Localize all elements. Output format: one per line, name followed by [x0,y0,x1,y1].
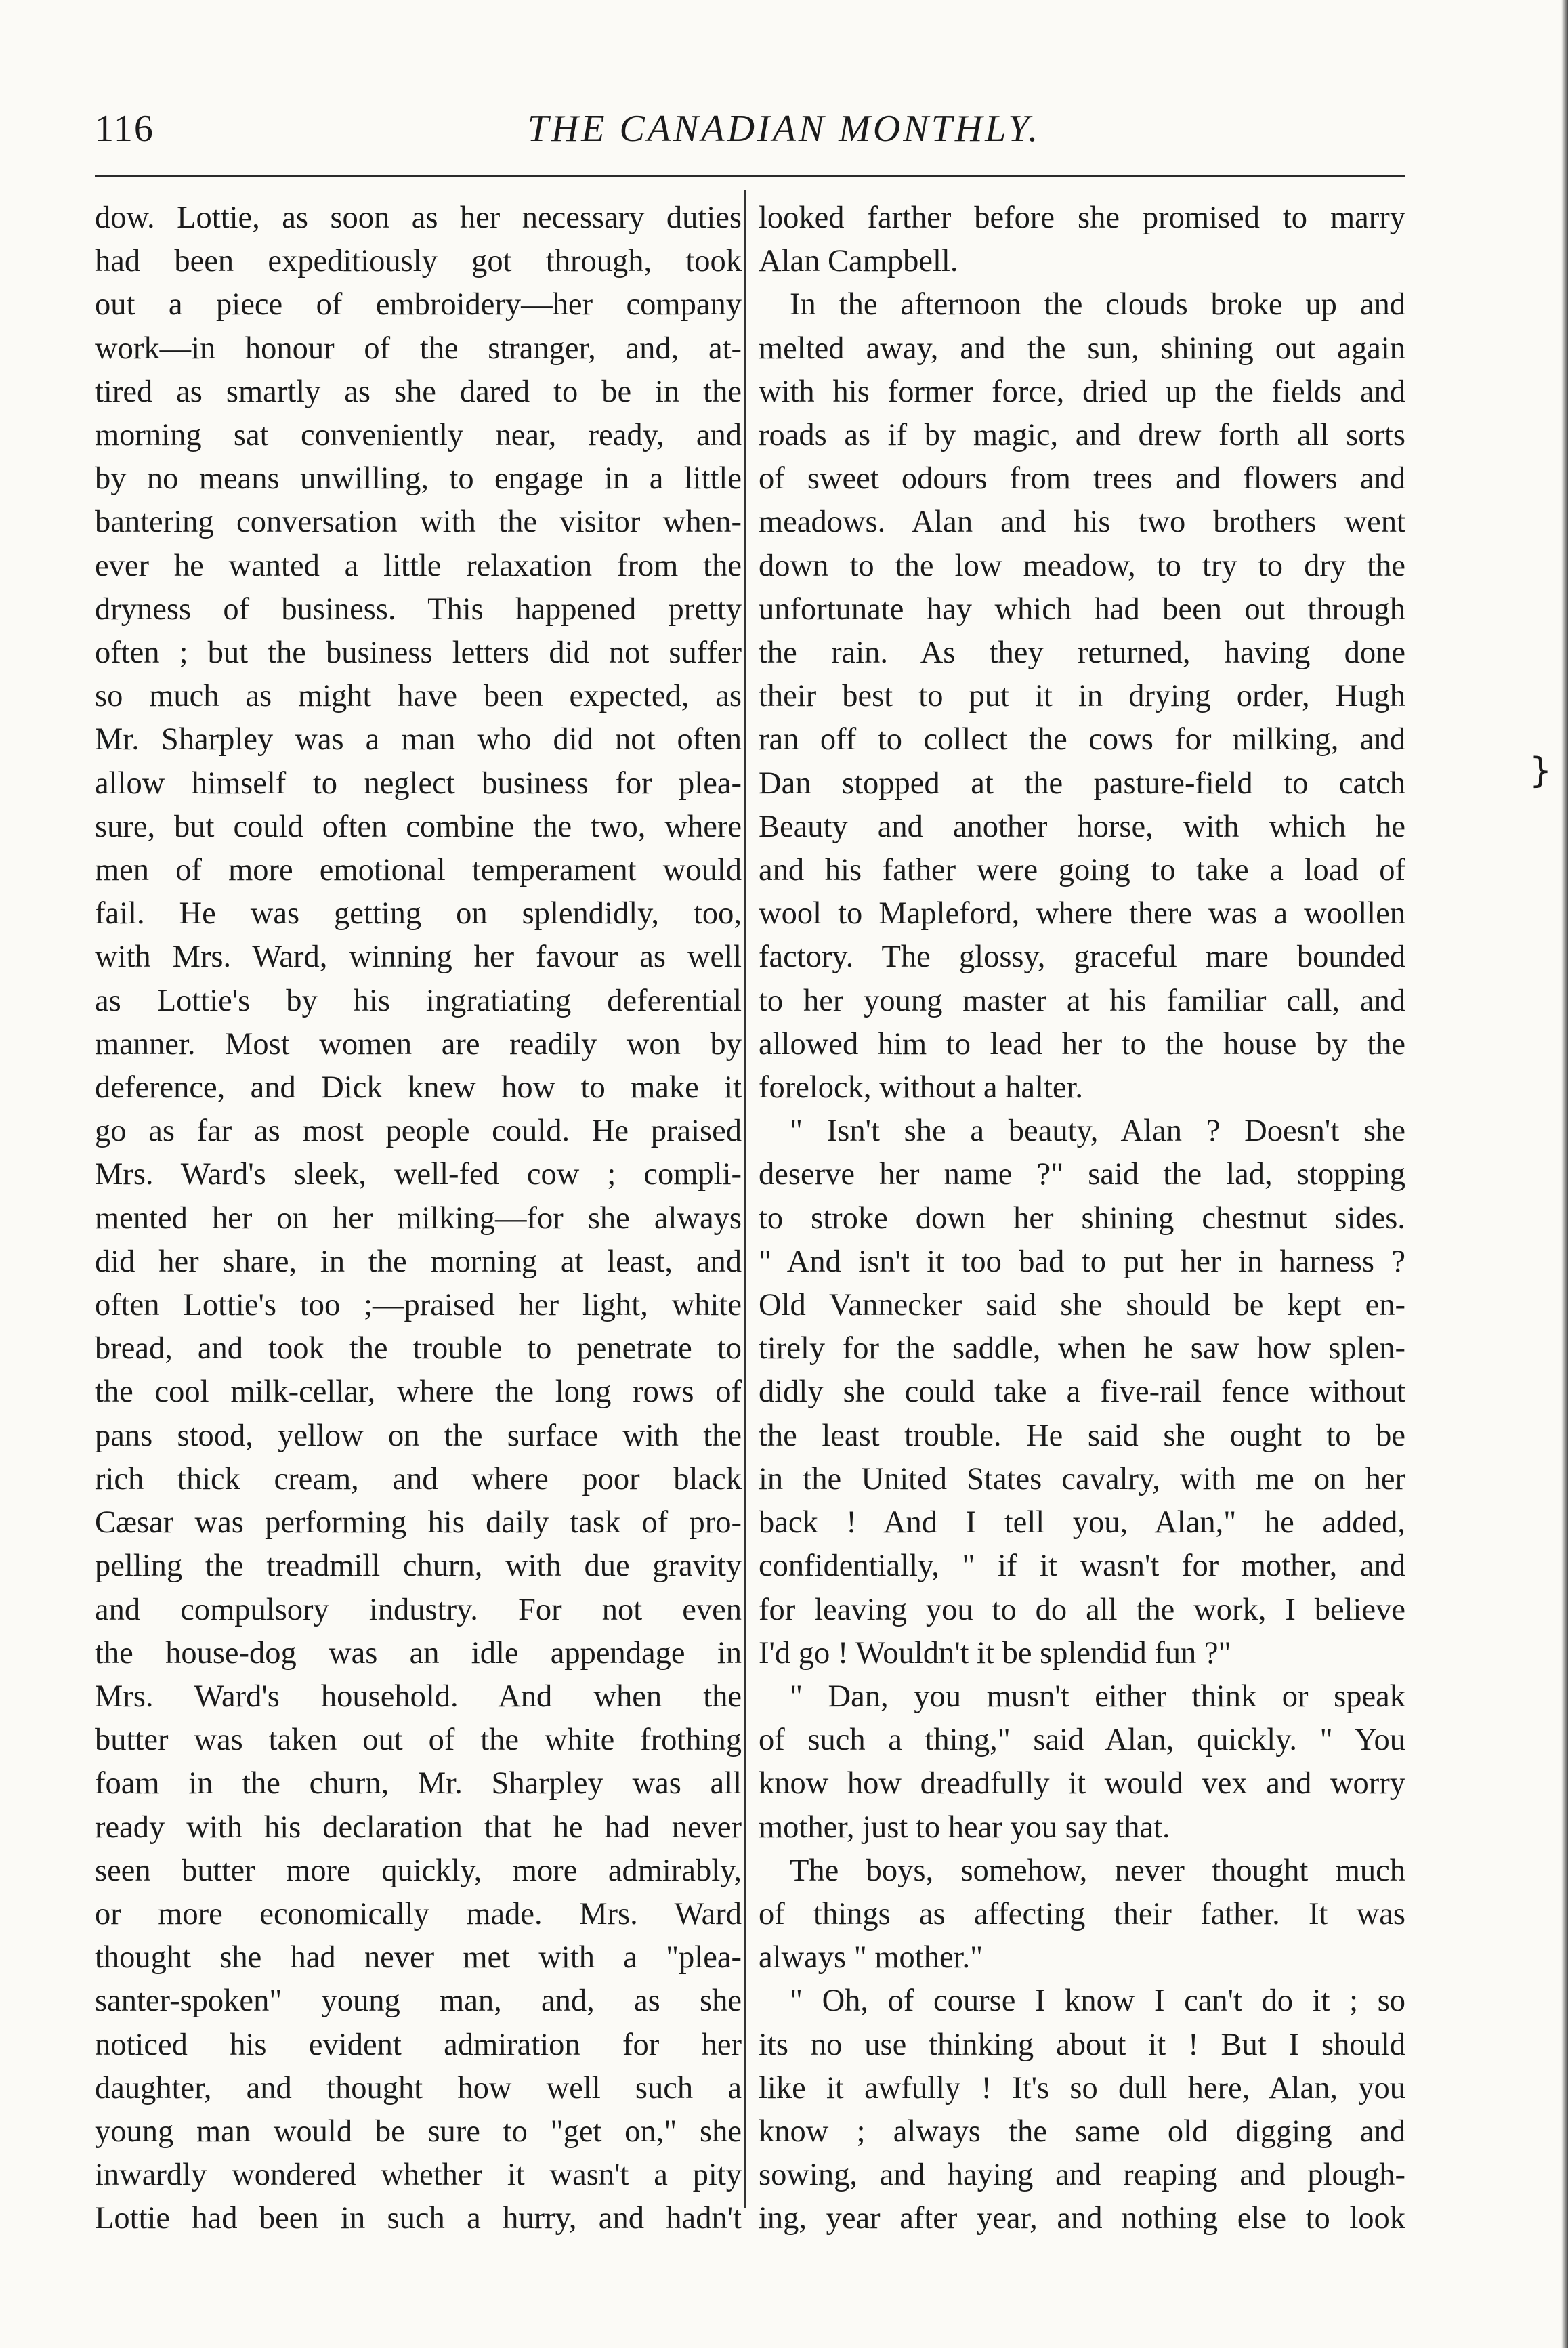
page-edge-shadow [1561,0,1568,2348]
text-line: mother, just to hear you say that. [759,1809,1170,1845]
page-number: 116 [95,108,154,150]
text-line: thought she had never met with a "plea- [95,1940,742,1975]
text-line: " Isn't she a beauty, Alan ? Doesn't she [790,1114,1405,1149]
text-line: foam in the churn, Mr. Sharpley was all [95,1766,742,1801]
text-line: Alan Campbell. [759,244,958,279]
running-title: THE CANADIAN MONTHLY. [527,108,1041,150]
text-line: " Dan, you musn't either think or speak [790,1679,1405,1714]
text-line: down to the low meadow, to try to dry the [759,548,1405,583]
text-line: sure, but could often combine the two, where [95,809,742,844]
text-line: mented her on her milking—for she always [95,1200,742,1236]
text-line: the rain. As they returned, having done [759,635,1405,671]
text-line: factory. The glossy, graceful mare bounded [759,940,1405,975]
text-line: seen butter more quickly, more admirably, [95,1853,742,1888]
text-line: bread, and took the trouble to penetrate to [95,1331,742,1366]
text-line: Beauty and another horse, with which he [759,809,1405,844]
text-line: meadows. Alan and his two brothers went [759,505,1405,540]
text-line: out a piece of embroidery—her company [95,287,742,322]
text-line: deserve her name ?" said the lad, stopping [759,1157,1405,1192]
text-line: manner. Most women are readily won by [95,1026,742,1062]
text-line: to her young master at his familiar call, and [759,983,1405,1018]
text-line: melted away, and the sun, shining out again [759,331,1405,366]
text-line: their best to put it in drying order, Hugh [759,679,1405,714]
text-line: sowing, and haying and reaping and plough- [759,2158,1405,2193]
text-line: looked farther before she promised to marry [759,201,1405,235]
text-line: so much as might have been expected, as [95,679,742,714]
text-line: allow himself to neglect business for plea- [95,766,742,801]
text-line: I'd go ! Wouldn't it be splendid fun ?" [759,1635,1231,1671]
text-line: the cool milk-cellar, where the long rows of [95,1375,742,1410]
text-line: allowed him to lead her to the house by the [759,1026,1405,1062]
text-line: dow. Lottie, as soon as her necessary duties [95,201,742,235]
text-line: morning sat conveniently near, ready, and [95,418,742,453]
text-line: confidentially, " if it wasn't for mother, and [759,1549,1405,1584]
text-line: didly she could take a five-rail fence without [759,1375,1405,1410]
text-line: butter was taken out of the white frothing [95,1723,742,1758]
text-line: or more economically made. Mrs. Ward [95,1896,742,1931]
text-line: In the afternoon the clouds broke up and [790,287,1405,322]
text-line: santer-spoken" young man, and, as she [95,1984,742,2019]
text-line: often Lottie's too ;—praised her light, white [95,1288,742,1323]
text-line: pelling the treadmill churn, with due gravity [95,1549,742,1584]
text-line: with his former force, dried up the fields and [759,374,1405,409]
text-line: noticed his evident admiration for her [95,2027,742,2062]
text-line: men of more emotional temperament would [95,853,742,888]
text-line: young man would be sure to "get on," she [95,2114,742,2149]
text-line: ran off to collect the cows for milking, and [759,722,1405,757]
text-line: know ; always the same old digging and [759,2114,1405,2149]
text-line: dryness of business. This happened pretty [95,591,742,627]
left-column [95,196,742,2241]
header-rule [95,175,1405,177]
text-line: daughter, and thought how well such a [95,2070,742,2105]
text-line: the house-dog was an idle appendage in [95,1635,742,1671]
text-line: " Oh, of course I know I can't do it ; so [790,1984,1405,2019]
text-line: forelock, without a halter. [759,1070,1084,1106]
text-line: go as far as most people could. He praised [95,1114,742,1149]
text-line: did her share, in the morning at least, and [95,1244,742,1279]
text-line: Old Vannecker said she should be kept en- [759,1288,1405,1323]
text-line: and his father were going to take a load of [759,853,1405,888]
text-line: often ; but the business letters did not suffer [95,635,742,671]
text-line: Cæsar was performing his daily task of pro- [95,1505,742,1540]
text-line: deference, and Dick knew how to make it [95,1070,742,1106]
text-line: back ! And I tell you, Alan," he added, [759,1505,1405,1540]
text-line: " And isn't it too bad to put her in harness ? [759,1244,1405,1279]
text-line: know how dreadfully it would vex and worry [759,1766,1405,1801]
column-divider [744,190,746,2208]
text-line: wool to Mapleford, where there was a woollen [759,896,1405,931]
text-line: Dan stopped at the pasture-field to catch [759,766,1405,801]
text-line: tirely for the saddle, when he saw how splen- [759,1331,1405,1366]
text-line: Mrs. Ward's household. And when the [95,1679,742,1714]
text-line: Lottie had been in such a hurry, and hadn't [95,2201,742,2236]
text-line: ever he wanted a little relaxation from the [95,548,742,583]
text-line: by no means unwilling, to engage in a little [95,461,742,497]
margin-mark: } [1529,751,1552,791]
text-line: Mr. Sharpley was a man who did not often [95,722,742,757]
text-line: always " mother." [759,1940,983,1975]
text-line: of sweet odours from trees and flowers and [759,461,1405,497]
text-line: had been expeditiously got through, took [95,244,742,279]
text-line: pans stood, yellow on the surface with the [95,1418,742,1453]
text-line: inwardly wondered whether it wasn't a pity [95,2158,742,2193]
text-line: tired as smartly as she dared to be in the [95,374,742,409]
text-line: rich thick cream, and where poor black [95,1461,742,1496]
text-line: in the United States cavalry, with me on her [759,1461,1405,1496]
text-line: to stroke down her shining chestnut sides. [759,1200,1405,1236]
text-line: for leaving you to do all the work, I believe [759,1592,1405,1627]
text-line: of such a thing," said Alan, quickly. " You [759,1723,1405,1758]
text-line: Mrs. Ward's sleek, well-fed cow ; compli- [95,1157,742,1192]
text-line: and compulsory industry. For not even [95,1592,742,1627]
text-line: with Mrs. Ward, winning her favour as well [95,940,742,975]
text-line: the least trouble. He said she ought to be [759,1418,1405,1453]
text-line: its no use thinking about it ! But I should [759,2027,1405,2062]
text-line: bantering conversation with the visitor when- [95,505,742,540]
text-line: fail. He was getting on splendidly, too, [95,896,742,931]
text-line: of things as affecting their father. It was [759,1896,1405,1931]
text-line: work—in honour of the stranger, and, at- [95,331,742,366]
text-line: as Lottie's by his ingratiating deferential [95,983,742,1018]
text-line: ing, year after year, and nothing else to look [759,2201,1405,2236]
text-line: unfortunate hay which had been out through [759,591,1405,627]
text-line: ready with his declaration that he had never [95,1809,742,1845]
text-line: roads as if by magic, and drew forth all sorts [759,418,1405,453]
right-column [759,196,1405,2241]
text-line: like it awfully ! It's so dull here, Alan, you [759,2070,1405,2105]
text-line: The boys, somehow, never thought much [790,1853,1405,1888]
